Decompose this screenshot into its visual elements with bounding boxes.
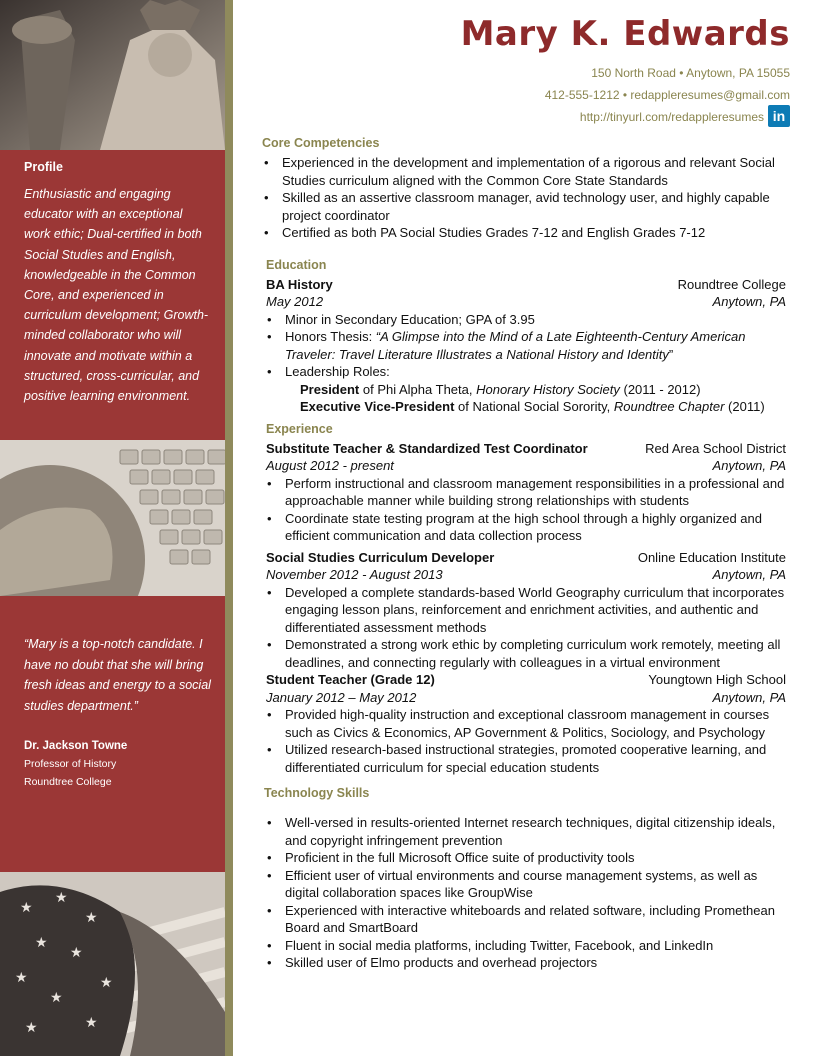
role-text: of Phi Alpha Theta, bbox=[359, 381, 477, 397]
job-entry bbox=[262, 440, 792, 545]
role-org: Honorary History Society bbox=[476, 381, 620, 397]
list-item: • Experienced with interactive whiteboards and related software, including Promethean Board and SmartBoard bbox=[265, 902, 792, 937]
technology-skills-heading: Technology Skills bbox=[264, 786, 370, 800]
job-location: Anytown, PA bbox=[712, 567, 786, 582]
reference-org: Roundtree College bbox=[24, 776, 112, 788]
list-item: • Well-versed in results-oriented Internet research techniques, digital citizenship ideals, and copyright infringement prevention bbox=[265, 814, 792, 849]
job-location: Anytown, PA bbox=[712, 458, 786, 473]
leadership-role bbox=[300, 381, 792, 399]
svg-text:★: ★ bbox=[85, 1015, 98, 1031]
svg-text:★: ★ bbox=[70, 945, 83, 961]
svg-text:★: ★ bbox=[35, 935, 48, 951]
degree: BA History bbox=[266, 276, 333, 292]
core-competencies-list bbox=[262, 154, 792, 242]
experience-heading: Experience bbox=[266, 421, 333, 436]
education-date: May 2012 bbox=[266, 294, 324, 309]
profile-heading: Profile bbox=[24, 160, 63, 174]
education-list bbox=[262, 311, 792, 381]
list-item: • Leadership Roles: bbox=[265, 363, 792, 381]
thesis-title: “A Glimpse into the Mind of a Late Eighteenth-Century American Traveler: Travel Literature Illustrates a National History and Identity bbox=[285, 329, 746, 362]
main-content bbox=[262, 136, 792, 974]
education-heading: Education bbox=[266, 257, 327, 272]
job-title: Substitute Teacher & Standardized Test Coordinator bbox=[266, 440, 588, 456]
address: 150 North Road • Anytown, PA 15055 bbox=[591, 66, 790, 80]
list-item: • Provided high-quality instruction and exceptional classroom management in courses such as Civics & Economics, AP Government & Politics, Sociology, and Psychology bbox=[265, 706, 792, 741]
sidebar bbox=[0, 0, 225, 1056]
linkedin-icon[interactable]: in bbox=[768, 105, 790, 127]
role-years: (2011) bbox=[724, 399, 765, 414]
svg-text:★: ★ bbox=[20, 900, 33, 916]
leadership-role bbox=[300, 398, 792, 416]
website-link[interactable]: http://tinyurl.com/redappleresumes bbox=[579, 110, 764, 124]
list-item: • Developed a complete standards-based World Geography curriculum that incorporates engaging lesson plans, reinforcement and enrichment activities, and authentic and differentiated assessment methods bbox=[265, 584, 792, 637]
thesis-close: ” bbox=[668, 346, 674, 362]
sidebar-divider bbox=[225, 0, 233, 1056]
svg-text:★: ★ bbox=[50, 990, 63, 1006]
list-item: • Proficient in the full Microsoft Office suite of productivity tools bbox=[265, 849, 792, 867]
reference-name: Dr. Jackson Towne bbox=[24, 740, 128, 752]
job-org: Online Education Institute bbox=[637, 549, 786, 565]
technology-skills-list bbox=[262, 814, 792, 972]
job-title: Social Studies Curriculum Developer bbox=[266, 549, 495, 565]
reference-quote: “Mary is a top-notch candidate. I have no doubt that she will bring fresh ideas and energy to a social studies department.” bbox=[24, 637, 211, 713]
job-dates: August 2012 - present bbox=[266, 458, 394, 473]
list-item: • Coordinate state testing program at the high school through a highly organized and efficient communication and data collection process bbox=[265, 510, 792, 545]
list-item: • Certified as both PA Social Studies Grades 7-12 and English Grades 7-12 bbox=[262, 224, 792, 242]
list-item: • Fluent in social media platforms, including Twitter, Facebook, and LinkedIn bbox=[265, 937, 792, 955]
american-flag-photo bbox=[0, 872, 225, 1056]
list-item: • Skilled as an assertive classroom manager, avid technology user, and highly capable project coordinator bbox=[262, 189, 792, 224]
education-section bbox=[262, 258, 792, 416]
list-item: • Minor in Secondary Education; GPA of 3.95 bbox=[265, 311, 792, 329]
globe-keyboard-photo bbox=[0, 440, 225, 596]
list-item: • Efficient user of virtual environments and course management systems, as well as digital collaboration spaces like GroupWise bbox=[265, 867, 792, 902]
role-title: Executive Vice-President bbox=[300, 399, 455, 414]
leadership-roles bbox=[262, 381, 792, 416]
phone-email[interactable]: 412-555-1212 • redappleresumes@gmail.com bbox=[544, 88, 790, 102]
svg-text:★: ★ bbox=[25, 1020, 38, 1036]
core-competencies-section bbox=[262, 136, 792, 242]
reference-panel bbox=[0, 596, 225, 872]
svg-text:★: ★ bbox=[55, 890, 68, 906]
list-item: • Experienced in the development and implementation of a rigorous and relevant Social Studies curriculum aligned with the Common Core State Standards bbox=[262, 154, 792, 189]
list-item: • Utilized research-based instructional strategies, promoted cooperative learning, and differentiated curriculum for special education students bbox=[265, 741, 792, 776]
job-org: Youngtown High School bbox=[648, 672, 786, 687]
job-location: Anytown, PA bbox=[712, 689, 786, 705]
experience-section bbox=[262, 422, 792, 777]
job-entry bbox=[262, 549, 792, 672]
job-title: Student Teacher (Grade 12) bbox=[266, 672, 435, 687]
list-item: • Perform instructional and classroom management responsibilities in a professional and approachable manner while building strong relationships with students bbox=[265, 475, 792, 510]
thesis-label: Honors Thesis: bbox=[285, 329, 376, 344]
profile-text: Enthusiastic and engaging educator with an exceptional work ethic; Dual-certified in both Social Studies and English, knowledgeable in the Common Core, and experienced in curriculum development; Growth-minded collaborator who will innovate and motivate within a structured, cross-curricular, and positive learning environment. bbox=[24, 187, 209, 404]
svg-text:★: ★ bbox=[100, 975, 113, 991]
job-org: Red Area School District bbox=[645, 440, 786, 456]
job-bullets bbox=[262, 706, 792, 776]
role-title: President bbox=[300, 381, 360, 397]
role-text: of National Social Sorority, bbox=[454, 399, 614, 414]
list-item bbox=[265, 328, 792, 363]
core-competencies-heading: Core Competencies bbox=[262, 136, 380, 150]
technology-skills-section bbox=[262, 786, 792, 972]
svg-text:★: ★ bbox=[85, 910, 98, 926]
reference-title: Professor of History bbox=[24, 758, 117, 770]
list-item: • Demonstrated a strong work ethic by completing curriculum work remotely, meeting all deadlines, and connecting regularly with colleagues in a virtual environment bbox=[265, 636, 792, 671]
job-dates: November 2012 - August 2013 bbox=[266, 567, 443, 582]
svg-text:★: ★ bbox=[15, 970, 28, 986]
list-item: • Skilled user of Elmo products and overhead projectors bbox=[265, 954, 792, 972]
job-entry bbox=[262, 671, 792, 776]
job-bullets bbox=[262, 584, 792, 672]
education-location: Anytown, PA bbox=[712, 294, 786, 309]
role-org: Roundtree Chapter bbox=[613, 399, 725, 414]
job-dates: January 2012 – May 2012 bbox=[266, 689, 417, 705]
role-years: (2011 - 2012) bbox=[619, 381, 701, 397]
school: Roundtree College bbox=[677, 276, 786, 292]
candidate-name: Mary K. Edwards bbox=[460, 14, 790, 54]
profile-panel bbox=[0, 150, 225, 440]
statue-of-liberty-photo bbox=[0, 0, 225, 150]
job-bullets bbox=[262, 475, 792, 545]
